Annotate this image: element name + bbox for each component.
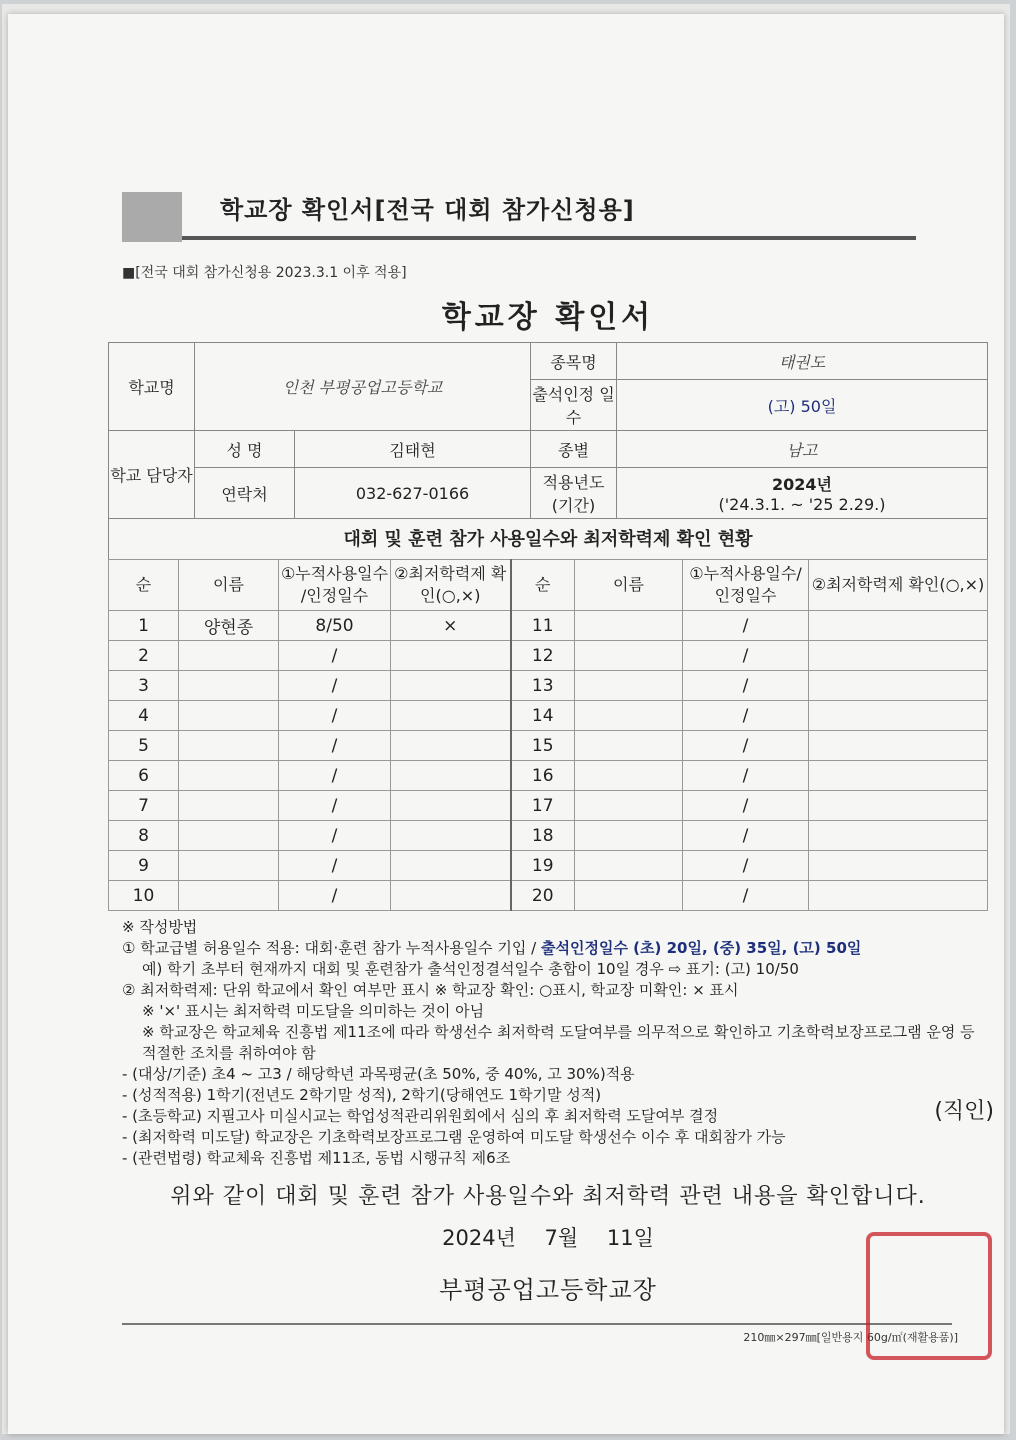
cell-days-2: /	[683, 881, 809, 911]
cell-days: /	[279, 671, 391, 701]
cell-no-2: 18	[511, 821, 575, 851]
table-row	[109, 611, 988, 641]
cell-name-2	[575, 851, 683, 881]
cell-no: 1	[109, 611, 179, 641]
cell-check	[391, 731, 511, 761]
table-row	[109, 641, 988, 671]
cell-name-2	[575, 671, 683, 701]
header-title: 학교장 확인서[전국 대회 참가신청용]	[220, 196, 635, 224]
attendance-label: 출석인정 일수	[531, 380, 617, 431]
note-3: ※ '×' 표시는 최저학력 미도달을 의미하는 것이 아님	[142, 1002, 485, 1020]
table-row	[109, 881, 988, 911]
cell-days-2: /	[683, 641, 809, 671]
confirm-statement: 위와 같이 대회 및 훈련 참가 사용일수와 최저학력 관련 내용을 확인합니다.	[170, 1184, 926, 1209]
seal-label: (직인)	[934, 1099, 994, 1124]
cell-days: /	[279, 731, 391, 761]
cell-days: /	[279, 881, 391, 911]
division-label: 종별	[531, 431, 617, 468]
cell-days-2: /	[683, 791, 809, 821]
attendance-value: (고) 50일	[617, 380, 988, 431]
cell-days-2: /	[683, 761, 809, 791]
cell-name-2	[575, 611, 683, 641]
cell-check-2	[809, 611, 988, 641]
cell-name	[179, 761, 279, 791]
cell-days-2: /	[683, 731, 809, 761]
table-row	[109, 791, 988, 821]
name-value: 김태현	[295, 431, 531, 468]
cell-days-2: /	[683, 851, 809, 881]
instructions	[108, 917, 988, 1169]
year-cell	[617, 468, 988, 519]
cell-name	[179, 731, 279, 761]
document-body	[108, 184, 988, 1345]
usage-table-head	[109, 560, 988, 611]
cell-no-2: 11	[511, 611, 575, 641]
cell-no-2: 14	[511, 701, 575, 731]
cell-check	[391, 641, 511, 671]
usage-table	[108, 559, 988, 911]
cell-name-2	[575, 821, 683, 851]
contact-value: 032-627-0166	[295, 468, 531, 519]
cell-check	[391, 881, 511, 911]
cell-check	[391, 851, 511, 881]
cell-check	[391, 671, 511, 701]
cell-check	[391, 791, 511, 821]
cell-no: 6	[109, 761, 179, 791]
cell-name	[179, 881, 279, 911]
cell-no-2: 20	[511, 881, 575, 911]
cell-check	[391, 701, 511, 731]
cell-check-2	[809, 821, 988, 851]
note-top: ■[전국 대회 참가신청용 2023.3.1 이후 적용]	[122, 265, 407, 281]
cell-name	[179, 671, 279, 701]
cell-no-2: 13	[511, 671, 575, 701]
cell-name-2	[575, 701, 683, 731]
cell-name	[179, 791, 279, 821]
cell-no-2: 19	[511, 851, 575, 881]
cell-name-2	[575, 881, 683, 911]
cell-check-2	[809, 641, 988, 671]
cell-no: 7	[109, 791, 179, 821]
note-8: - (최저학력 미도달) 학교장은 기초학력보장프로그램 운영하여 미도달 학생선수 이수 후 대회참가 가능	[122, 1128, 786, 1146]
cell-name: 양현종	[179, 611, 279, 641]
cell-days: /	[279, 791, 391, 821]
cell-no: 3	[109, 671, 179, 701]
header-bar	[108, 184, 988, 242]
document-sheet	[8, 14, 1004, 1434]
section-title: 대회 및 훈련 참가 사용일수와 최저학력제 확인 현황	[108, 519, 988, 559]
cell-no-2: 12	[511, 641, 575, 671]
col-name-2: 이름	[575, 560, 683, 611]
cell-name	[179, 821, 279, 851]
cell-check-2	[809, 881, 988, 911]
cell-check-2	[809, 851, 988, 881]
cell-no-2: 16	[511, 761, 575, 791]
note-2: ② 최저학력제: 단위 학교에서 확인 여부만 표시 ※ 학교장 확인: ○표시, 학교장 미확인: × 표시	[122, 981, 739, 999]
col-days: ①누적사용일수 /인정일수	[279, 560, 391, 611]
table-row	[109, 671, 988, 701]
year-value: 2024년	[772, 475, 832, 494]
table-row	[109, 761, 988, 791]
cell-days: /	[279, 761, 391, 791]
cell-days: /	[279, 851, 391, 881]
cell-no: 5	[109, 731, 179, 761]
col-name: 이름	[179, 560, 279, 611]
cell-check: ×	[391, 611, 511, 641]
school-value: 인천 부평공업고등학교	[195, 343, 531, 431]
main-title: 학교장 확인서	[441, 300, 655, 335]
cell-name-2	[575, 761, 683, 791]
col-days-2: ①누적사용일수/ 인정일수	[683, 560, 809, 611]
cell-check	[391, 761, 511, 791]
name-label: 성 명	[195, 431, 295, 468]
paper-spec: 210㎜×297㎜[일반용지 60g/㎡(재활용품)]	[743, 1331, 958, 1344]
cell-check-2	[809, 671, 988, 701]
official-seal-stamp	[866, 1232, 992, 1360]
table-row	[109, 701, 988, 731]
cell-no: 4	[109, 701, 179, 731]
note-6: - (성적적용) 1학기(전년도 2학기말 성적), 2학기(당해연도 1학기말 성적)	[122, 1086, 602, 1104]
cell-name	[179, 641, 279, 671]
event-value: 태권도	[617, 343, 988, 380]
cell-days: 8/50	[279, 611, 391, 641]
note-1a: ① 학교급별 허용일수 적용: 대회·훈련 참가 누적사용일수 기입 /	[122, 939, 541, 957]
cell-days-2: /	[683, 671, 809, 701]
cell-no: 8	[109, 821, 179, 851]
year-label: 적용년도 (기간)	[531, 468, 617, 519]
note-9: - (관련법령) 학교체육 진흥법 제11조, 동법 시행규칙 제6조	[122, 1149, 511, 1167]
header-line	[182, 236, 916, 240]
event-label: 종목명	[531, 343, 617, 380]
note-1b: 출석인정일수 (초) 20일, (중) 35일, (고) 50일	[541, 939, 862, 957]
cell-name-2	[575, 641, 683, 671]
usage-table-body	[109, 611, 988, 911]
principal-name: 부평공업고등학교장	[439, 1276, 657, 1304]
issue-date: 2024년 7월 11일	[442, 1226, 654, 1250]
footer-line	[122, 1323, 952, 1325]
note-1	[122, 938, 988, 959]
note-5: - (대상/기준) 초4 ~ 고3 / 해당학년 과목평균(초 50%, 중 40%, 고 30%)적용	[122, 1065, 635, 1083]
cell-days: /	[279, 701, 391, 731]
cell-no-2: 15	[511, 731, 575, 761]
col-no: 순	[109, 560, 179, 611]
division-value: 남고	[617, 431, 988, 468]
col-check-2: ②최저학력제 확인(○,×)	[809, 560, 988, 611]
manager-label: 학교 담당자	[109, 431, 195, 519]
cell-check	[391, 821, 511, 851]
cell-no: 10	[109, 881, 179, 911]
cell-check-2	[809, 791, 988, 821]
cell-check-2	[809, 731, 988, 761]
col-check: ②최저학력제 확인(○,×)	[391, 560, 511, 611]
note-4: ※ 학교장은 학교체육 진흥법 제11조에 따라 학생선수 최저학력 도달여부를 의무적으로 확인하고 기초학력보장프로그램 운영 등 적절한 조치를 취하여야 함	[142, 1023, 975, 1062]
cell-check-2	[809, 761, 988, 791]
note-7: - (초등학교) 지필고사 미실시교는 학업성적관리위원회에서 심의 후 최저학력 도달여부 결정	[122, 1107, 719, 1125]
cell-days-2: /	[683, 821, 809, 851]
table-row	[109, 851, 988, 881]
school-label: 학교명	[109, 343, 195, 431]
cell-no-2: 17	[511, 791, 575, 821]
cell-no: 2	[109, 641, 179, 671]
cell-name	[179, 851, 279, 881]
info-table	[108, 342, 988, 519]
cell-days-2: /	[683, 701, 809, 731]
period-value: ('24.3.1. ~ '25 2.29.)	[718, 495, 886, 514]
cell-check-2	[809, 701, 988, 731]
cell-days: /	[279, 821, 391, 851]
note-1-example: 예) 학기 초부터 현재까지 대회 및 훈련참가 출석인정결석일수 총합이 10일 경우 ⇨ 표기: (고) 10/50	[142, 960, 799, 978]
contact-label: 연락처	[195, 468, 295, 519]
cell-name-2	[575, 731, 683, 761]
cell-name-2	[575, 791, 683, 821]
cell-days-2: /	[683, 611, 809, 641]
table-row	[109, 731, 988, 761]
col-no-2: 순	[511, 560, 575, 611]
cell-name	[179, 701, 279, 731]
table-row	[109, 821, 988, 851]
notes-title: ※ 작성방법	[122, 918, 198, 936]
cell-days: /	[279, 641, 391, 671]
cell-no: 9	[109, 851, 179, 881]
header-block	[122, 192, 182, 242]
